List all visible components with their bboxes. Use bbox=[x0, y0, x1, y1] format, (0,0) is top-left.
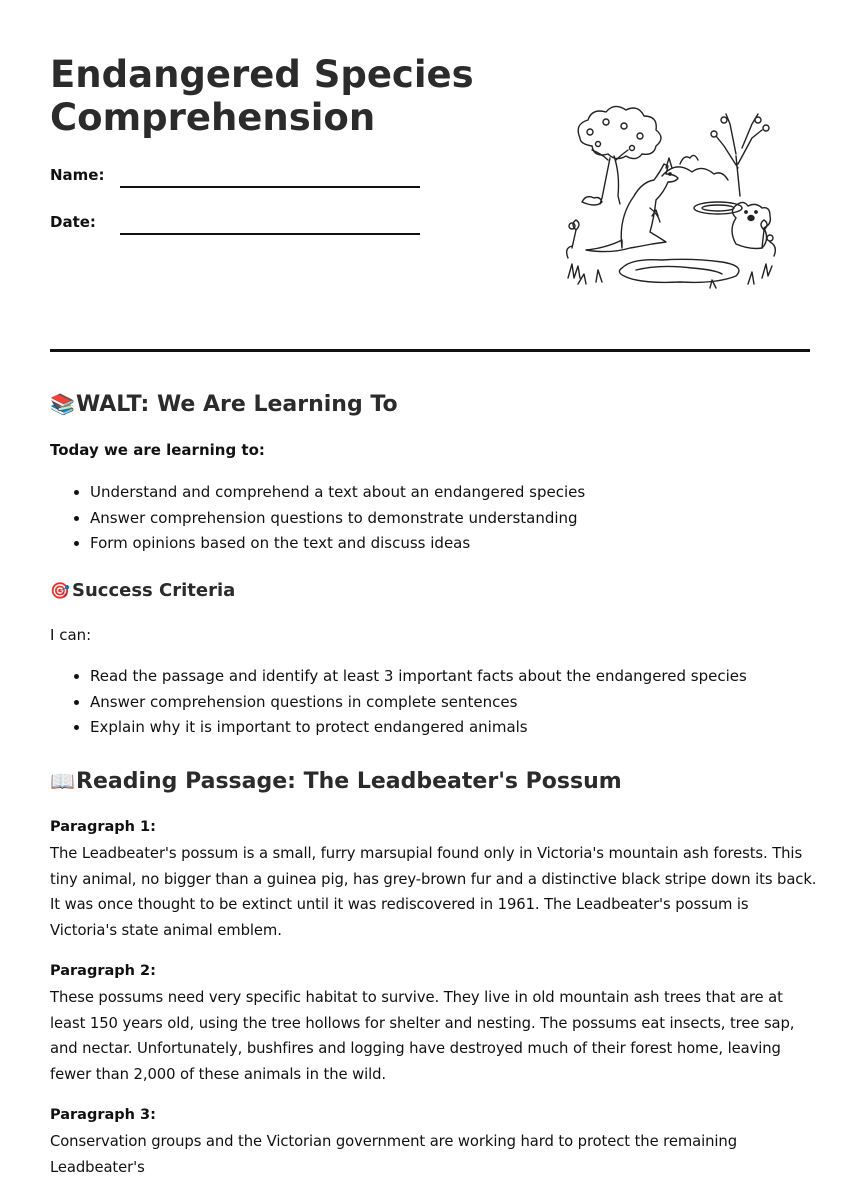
reading-heading-text: Reading Passage: The Leadbeater's Possum bbox=[76, 769, 622, 794]
koala bbox=[732, 202, 770, 248]
kangaroo bbox=[586, 164, 678, 252]
open-book-icon: 📖 bbox=[50, 769, 75, 793]
success-intro: I can: bbox=[50, 626, 92, 644]
paragraph-2-text: These possums need very specific habitat to survive. They live in old mountain ash trees that are at least 150 years old, using the tree hollows for shelter and nesting. The possums eat insects, tree sap, and nectar. Unfortunately, bushfires and logging have destroyed much of their forest home, leaving fewer than 2,000 of these animals in the wild. bbox=[50, 989, 795, 1083]
header-divider bbox=[50, 349, 810, 352]
success-heading bbox=[50, 578, 235, 604]
right-tree bbox=[716, 114, 762, 196]
date-line[interactable] bbox=[120, 233, 420, 235]
page-title: Endangered Species Comprehension bbox=[50, 53, 474, 139]
walt-list bbox=[50, 480, 585, 557]
target-icon: 🎯 bbox=[50, 581, 70, 600]
name-field[interactable] bbox=[50, 166, 420, 196]
paragraph-3-label: Paragraph 3: bbox=[50, 1107, 156, 1123]
grass bbox=[568, 264, 772, 288]
date-field[interactable] bbox=[50, 213, 420, 243]
paragraph-1-label: Paragraph 1: bbox=[50, 819, 156, 835]
walt-heading-text: WALT: We Are Learning To bbox=[76, 392, 398, 417]
success-list bbox=[50, 664, 747, 741]
walt-heading bbox=[50, 389, 398, 420]
paragraph-3-text: Conservation groups and the Victorian government are working hard to protect the remaining Leadbeater's bbox=[50, 1133, 737, 1176]
date-label: Date: bbox=[50, 213, 96, 231]
paragraph-1-text: The Leadbeater's possum is a small, furry marsupial found only in Victoria's mountain ash forests. This tiny animal, no bigger than a guinea pig, has grey-brown fur and a distinctive black stripe down its back. It was once thought to be extinct until it was rediscovered in 1961. The Leadbeater's possum is Victoria's state animal emblem. bbox=[50, 845, 817, 939]
list-item: • Answer comprehension questions in complete sentences bbox=[90, 690, 747, 716]
name-line[interactable] bbox=[120, 186, 420, 188]
small-pond bbox=[694, 202, 742, 214]
list-item: • Explain why it is important to protect endangered animals bbox=[90, 715, 747, 741]
name-label: Name: bbox=[50, 166, 105, 184]
success-heading-text: Success Criteria bbox=[72, 580, 236, 601]
walt-intro: Today we are learning to: bbox=[50, 441, 265, 459]
list-item: • Form opinions based on the text and discuss ideas bbox=[90, 531, 585, 557]
outback-illustration bbox=[562, 98, 782, 298]
left-tree bbox=[578, 106, 661, 158]
books-icon: 📚 bbox=[50, 392, 75, 416]
list-item: • Answer comprehension questions to demonstrate understanding bbox=[90, 506, 585, 532]
list-item: • Understand and comprehend a text about an endangered species bbox=[90, 480, 585, 506]
paragraph-2-label: Paragraph 2: bbox=[50, 963, 156, 979]
large-pond bbox=[619, 259, 739, 282]
list-item: • Read the passage and identify at least 3 important facts about the endangered species bbox=[90, 664, 747, 690]
reading-heading bbox=[50, 766, 622, 797]
